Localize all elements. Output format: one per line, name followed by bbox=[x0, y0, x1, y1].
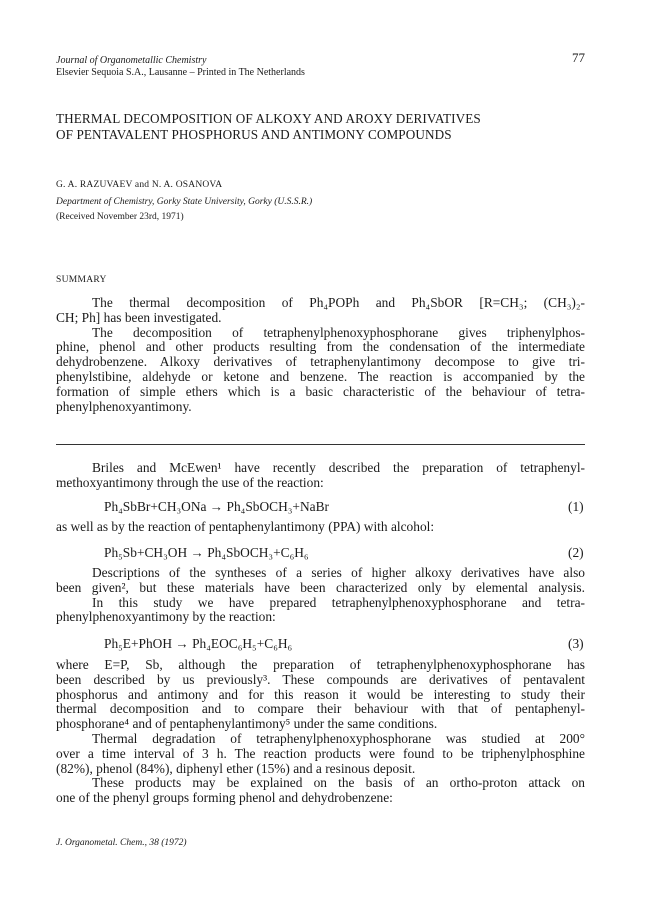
equation-1-number: (1) bbox=[568, 499, 584, 514]
summary-line: dehydrobenzene. Alkoxy derivatives of tetraphenylantimony decompose to give tri- bbox=[56, 354, 585, 370]
body-paragraph-2 bbox=[56, 520, 585, 535]
equation-2-number: (2) bbox=[568, 545, 584, 560]
page-number: 77 bbox=[572, 50, 585, 65]
summary-line: phine, phenol and other products resulting from the condensation of the intermediate bbox=[56, 339, 585, 355]
body-line: These products may be explained on the basis of an ortho-proton attack on bbox=[92, 775, 585, 791]
body-line: methoxyantimony through the use of the reaction: bbox=[56, 474, 324, 490]
citation-footer: J. Organometal. Chem., 38 (1972) bbox=[56, 838, 187, 848]
body-paragraph-3 bbox=[56, 566, 585, 625]
body-line: thermal decomposition and to compare their behaviour with that of pentaphenyl- bbox=[56, 701, 585, 717]
summary-line: CH; Ph] has been investigated. bbox=[56, 309, 222, 325]
section-divider bbox=[56, 444, 585, 445]
article-title bbox=[56, 111, 481, 143]
body-line: phosphorane⁴ and of pentaphenylantimony⁵ under the same conditions. bbox=[56, 716, 438, 732]
equation-3: Ph₅E+PhOH → Ph₄EOC₆H₅+C₆H₆ bbox=[104, 636, 293, 651]
body-line: been given², but these materials have been characterized only by elemental analysis. bbox=[56, 579, 585, 595]
body-paragraph-1 bbox=[56, 461, 585, 491]
summary-line: formation of simple ethers which is a basic characteristic of the behaviour of tetra- bbox=[56, 383, 585, 399]
equation-3-number: (3) bbox=[568, 636, 584, 651]
summary-line: phenylphenoxyantimony. bbox=[56, 398, 192, 414]
equation-2: Ph₅Sb+CH₃OH → Ph₄SbOCH₃+C₆H₆ bbox=[104, 545, 309, 560]
summary-line: phenylstibine, aldehyde or ketone and benzene. The reaction is accompanied by the bbox=[56, 368, 585, 384]
body-line: Descriptions of the syntheses of a series of higher alkoxy derivatives have also bbox=[92, 565, 585, 580]
body-line: (82%), phenol (84%), diphenyl ether (15%) and a resinous deposit. bbox=[56, 760, 416, 776]
body-line: phosphorus and antimony and for this reason it would be interesting to study their bbox=[56, 686, 585, 702]
publisher-line: Elsevier Sequoia S.A., Lausanne – Printed in The Netherlands bbox=[56, 67, 305, 78]
body-paragraph-4 bbox=[56, 658, 585, 806]
body-line: In this study we have prepared tetraphenylphenoxyphosphorane and tetra- bbox=[92, 594, 585, 610]
summary-line: The thermal decomposition of Ph₄POPh and Ph₄SbOR [R=CH₃; (CH₃)₂- bbox=[92, 295, 585, 310]
body-line: been described by us previously³. These compounds are derivatives of pentavalent bbox=[56, 671, 585, 687]
body-line: where E=P, Sb, although the preparation of tetraphenylphenoxyphosphorane has bbox=[56, 657, 585, 672]
title-line-1: THERMAL DECOMPOSITION OF ALKOXY AND AROXY DERIVATIVES bbox=[56, 111, 481, 126]
body-line: one of the phenyl groups forming phenol and dehydrobenzene: bbox=[56, 790, 393, 806]
title-line-2: OF PENTAVALENT PHOSPHORUS AND ANTIMONY COMPOUNDS bbox=[56, 127, 452, 142]
body-line: as well as by the reaction of pentaphenylantimony (PPA) with alcohol: bbox=[56, 519, 435, 534]
summary-heading: SUMMARY bbox=[56, 275, 107, 285]
body-line: over a time interval of 3 h. The reaction products were found to be triphenylphosphine bbox=[56, 745, 585, 761]
body-line: Briles and McEwen¹ have recently described the preparation of tetraphenyl- bbox=[92, 460, 585, 475]
authors: G. A. RAZUVAEV and N. A. OSANOVA bbox=[56, 180, 223, 190]
equation-1: Ph₄SbBr+CH₃ONa → Ph₄SbOCH₃+NaBr bbox=[104, 499, 329, 514]
journal-name: Journal of Organometallic Chemistry bbox=[56, 55, 207, 66]
summary-text bbox=[56, 296, 585, 414]
body-line: phenylphenoxyantimony by the reaction: bbox=[56, 609, 276, 625]
received-date: (Received November 23rd, 1971) bbox=[56, 212, 184, 222]
body-line: Thermal degradation of tetraphenylphenoxyphosphorane was studied at 200° bbox=[92, 730, 585, 746]
affiliation: Department of Chemistry, Gorky State University, Gorky (U.S.S.R.) bbox=[56, 197, 313, 207]
summary-line: The decomposition of tetraphenylphenoxyphosphorane gives triphenylphos- bbox=[92, 324, 585, 340]
